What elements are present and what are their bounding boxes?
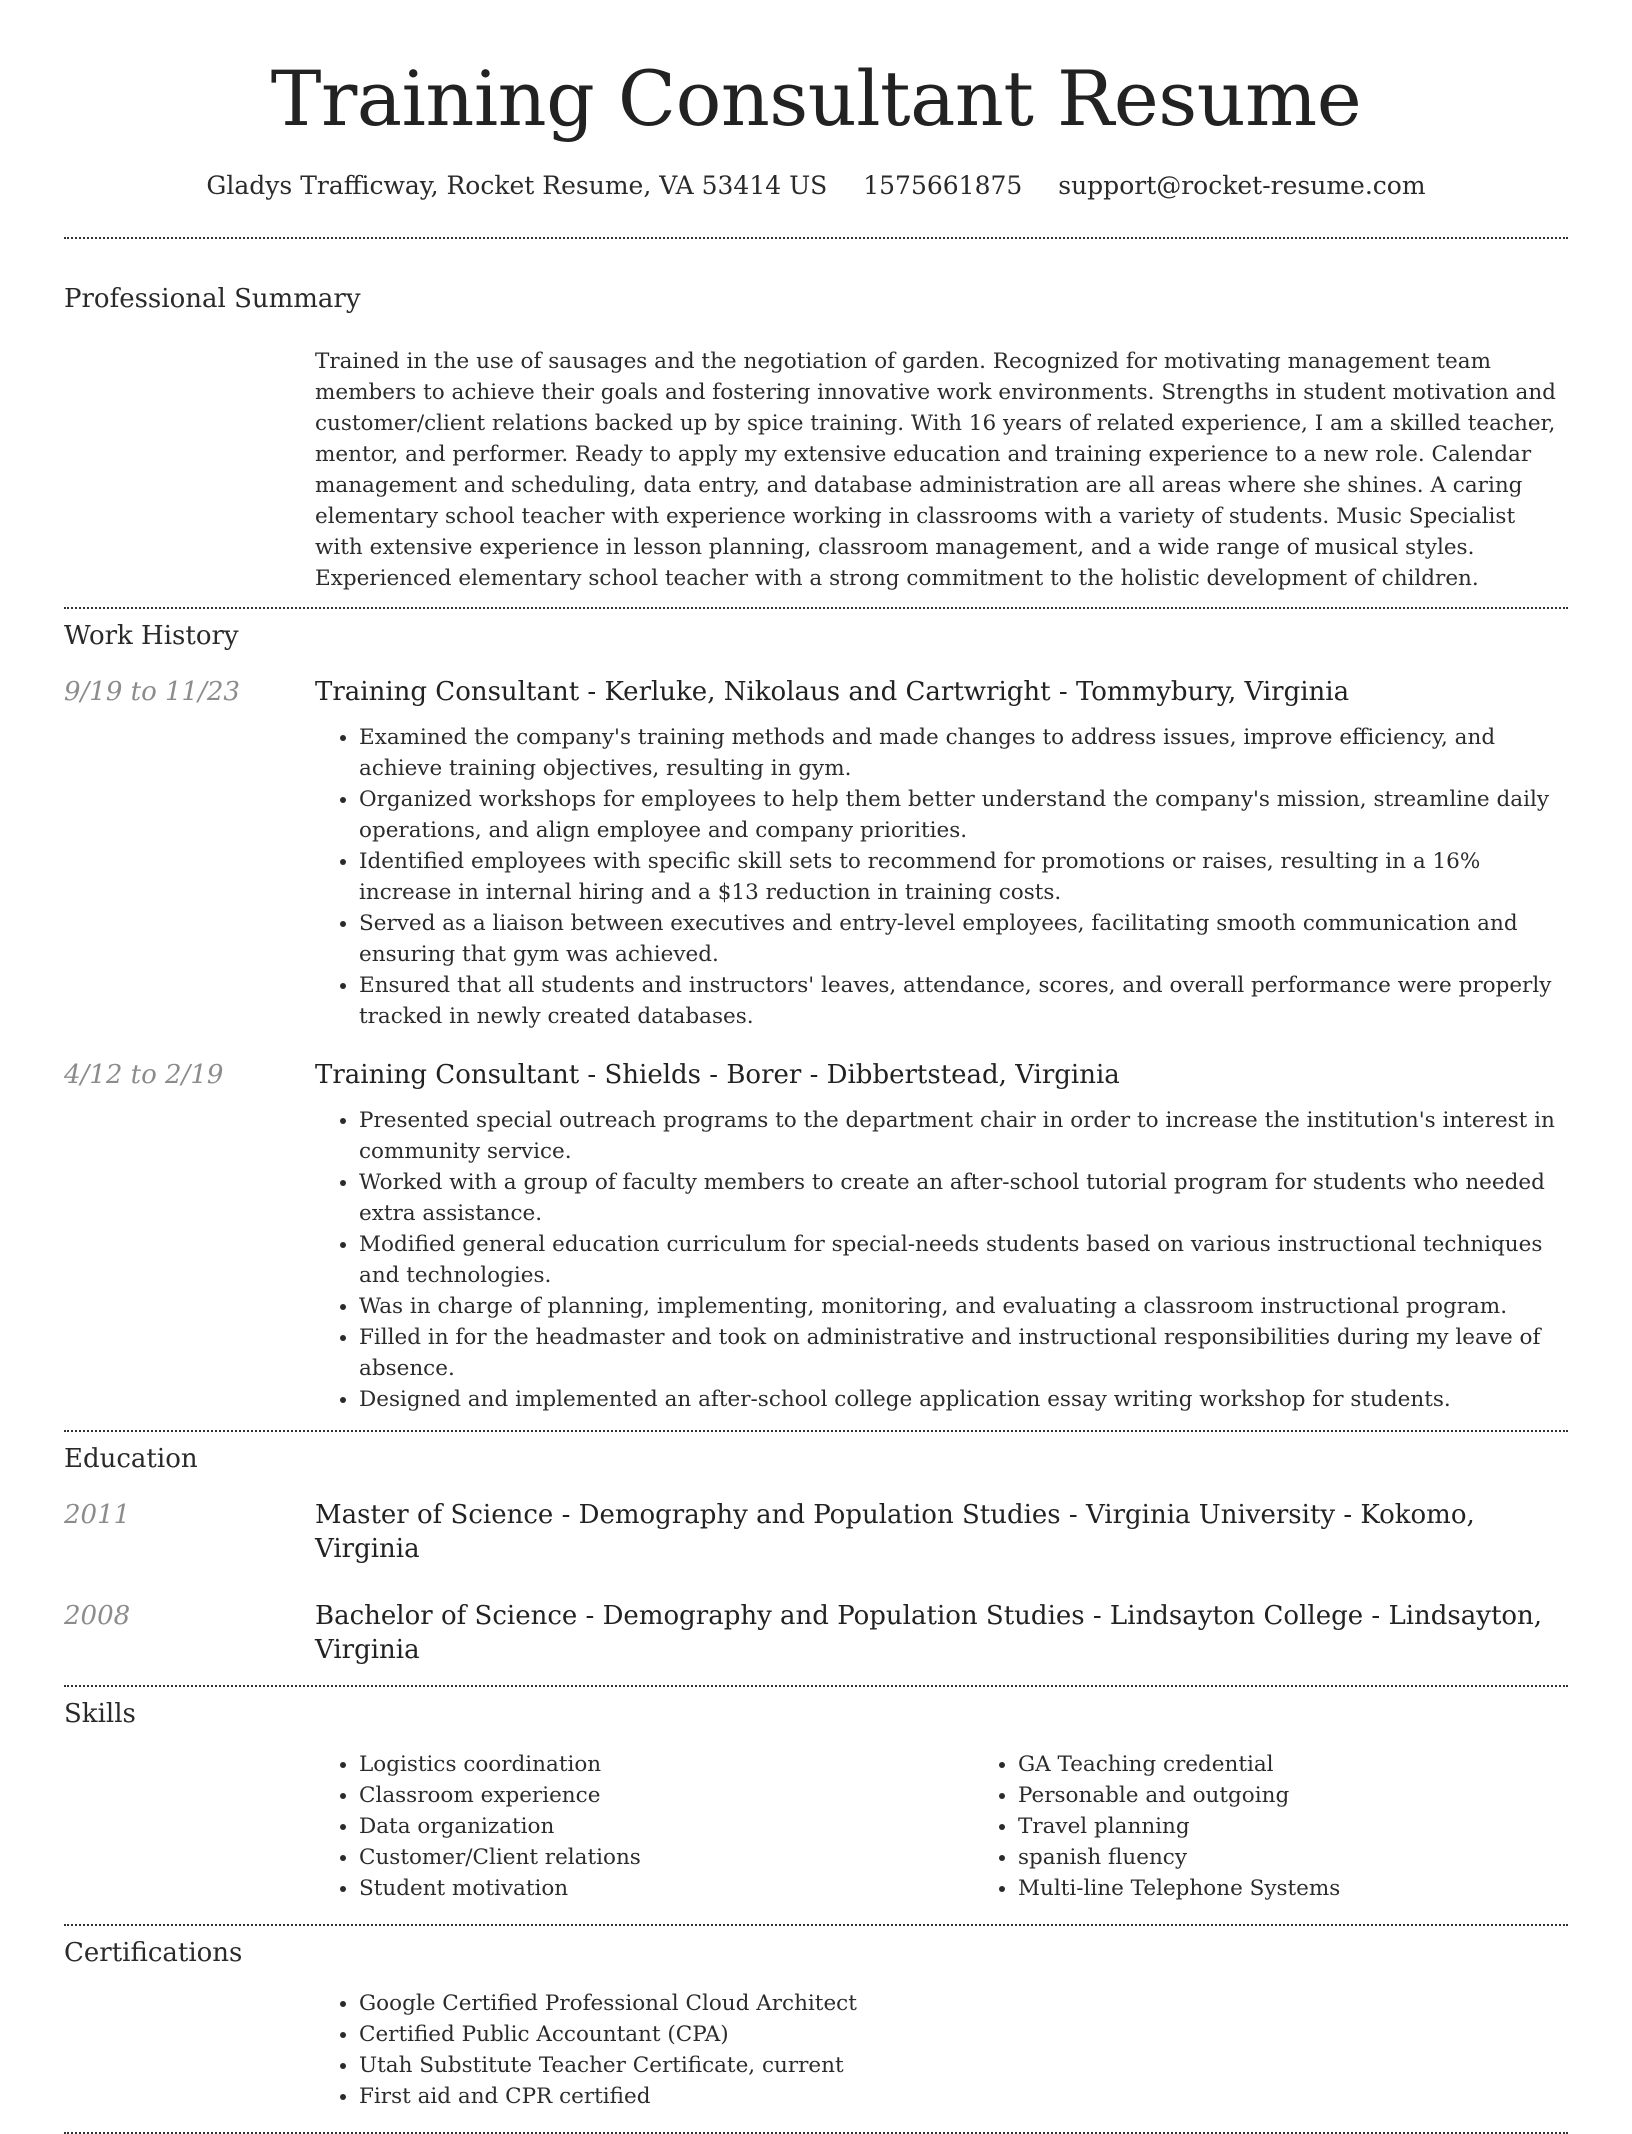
certification-item: • Certified Public Accountant (CPA) xyxy=(359,2019,1568,2050)
work-heading: Work History xyxy=(64,621,239,651)
education-year: 2008 xyxy=(64,1601,131,1631)
skills-heading: Skills xyxy=(64,1699,136,1729)
skill-item: • Travel planning xyxy=(1018,1811,1632,1842)
education-degree: Bachelor of Science - Demography and Population Studies - Lindsayton College - Lindsayton, Virginia xyxy=(315,1601,1543,1665)
certification-item: • Utah Substitute Teacher Certificate, current xyxy=(359,2050,1568,2081)
resume-page xyxy=(64,0,1568,2134)
certifications-row xyxy=(64,1988,1568,2112)
education-heading: Education xyxy=(64,1444,198,1474)
job-dates: 4/12 to 2/19 xyxy=(64,1060,224,1090)
contact-line xyxy=(64,169,1568,203)
skill-item: • Data organization xyxy=(359,1811,974,1842)
skill-item: • Customer/Client relations xyxy=(359,1842,974,1873)
skill-item: • Logistics coordination xyxy=(359,1749,974,1780)
list-item: • Identified employees with specific skill sets to recommend for promotions or raises, resulting in a 16% increase in internal hiring and a $13 reduction in training costs. xyxy=(359,846,1568,908)
skills-row xyxy=(64,1749,1568,1904)
job-title: Training Consultant - Kerluke, Nikolaus and Cartwright - Tommybury, Virginia xyxy=(315,677,1350,707)
skills-list-left xyxy=(315,1749,974,1904)
section-divider xyxy=(64,237,1568,239)
skill-item: • GA Teaching credential xyxy=(1018,1749,1632,1780)
summary-text: Trained in the use of sausages and the negotiation of garden. Recognized for motivating management team members to achieve their goals and fostering innovative work environments. Strengths in student motivation and customer/client relations backed up by spice training. With 16 years of related experience, I am a skilled teacher, mentor, and performer. Ready to apply my extensive education and training experience to a new role. Calendar management and scheduling, data entry, and database administration are all areas where she shines. A caring elementary school teacher with experience working in classrooms with a variety of students. Music Specialist with extensive experience in lesson planning, classroom management, and a wide range of musical styles. Experienced elementary school teacher with a strong commitment to the holistic development of children. xyxy=(315,349,1556,591)
job-entry xyxy=(64,1058,1568,1415)
education-entry xyxy=(64,1498,1568,1566)
list-item: • Designed and implemented an after-school college application essay writing workshop for students. xyxy=(359,1384,1568,1415)
list-item: • Was in charge of planning, implementing, monitoring, and evaluating a classroom instructional program. xyxy=(359,1291,1568,1322)
contact-email: support@rocket-resume.com xyxy=(1058,171,1426,200)
job-bullets xyxy=(315,722,1568,1032)
resume-title: Training Consultant Resume xyxy=(270,54,1362,143)
skill-item: • spanish fluency xyxy=(1018,1842,1632,1873)
list-item: • Examined the company's training methods and made changes to address issues, improve efficiency, and achieve training objectives, resulting in gym. xyxy=(359,722,1568,784)
contact-address: Gladys Trafficway, Rocket Resume, VA 53414 US xyxy=(206,171,828,200)
contact-phone: 1575661875 xyxy=(863,171,1023,200)
education-entry xyxy=(64,1599,1568,1667)
list-item: • Modified general education curriculum for special-needs students based on various instructional techniques and technologies. xyxy=(359,1229,1568,1291)
summary-row xyxy=(64,346,1568,594)
list-item: • Filled in for the headmaster and took on administrative and instructional responsibilities during my leave of absence. xyxy=(359,1322,1568,1384)
summary-heading: Professional Summary xyxy=(64,284,361,314)
list-item: • Presented special outreach programs to the department chair in order to increase the institution's interest in community service. xyxy=(359,1105,1568,1167)
skill-item: • Multi-line Telephone Systems xyxy=(1018,1873,1632,1904)
job-dates: 9/19 to 11/23 xyxy=(64,677,240,707)
job-entry xyxy=(64,675,1568,1032)
education-degree: Master of Science - Demography and Population Studies - Virginia University - Kokomo, Virginia xyxy=(315,1500,1475,1564)
certification-item: • Google Certified Professional Cloud Architect xyxy=(359,1988,1568,2019)
list-item: • Ensured that all students and instructors' leaves, attendance, scores, and overall performance were properly tracked in newly created databases. xyxy=(359,970,1568,1032)
certifications-list xyxy=(315,1988,1568,2112)
education-year: 2011 xyxy=(64,1500,131,1530)
skill-item: • Personable and outgoing xyxy=(1018,1780,1632,1811)
section-divider xyxy=(64,1685,1568,1687)
list-item: • Served as a liaison between executives and entry-level employees, facilitating smooth communication and ensuring that gym was achieved. xyxy=(359,908,1568,970)
job-bullets xyxy=(315,1105,1568,1415)
section-divider xyxy=(64,607,1568,609)
skills-list-right xyxy=(974,1749,1632,1904)
skill-item: • Classroom experience xyxy=(359,1780,974,1811)
list-item: • Organized workshops for employees to help them better understand the company's mission, streamline daily operations, and align employee and company priorities. xyxy=(359,784,1568,846)
certifications-heading: Certifications xyxy=(64,1938,243,1968)
job-title: Training Consultant - Shields - Borer - Dibbertstead, Virginia xyxy=(315,1060,1120,1090)
list-item: • Worked with a group of faculty members to create an after-school tutorial program for students who needed extra assistance. xyxy=(359,1167,1568,1229)
skill-item: • Student motivation xyxy=(359,1873,974,1904)
section-divider xyxy=(64,1430,1568,1432)
section-divider xyxy=(64,1924,1568,1926)
certification-item: • First aid and CPR certified xyxy=(359,2081,1568,2112)
